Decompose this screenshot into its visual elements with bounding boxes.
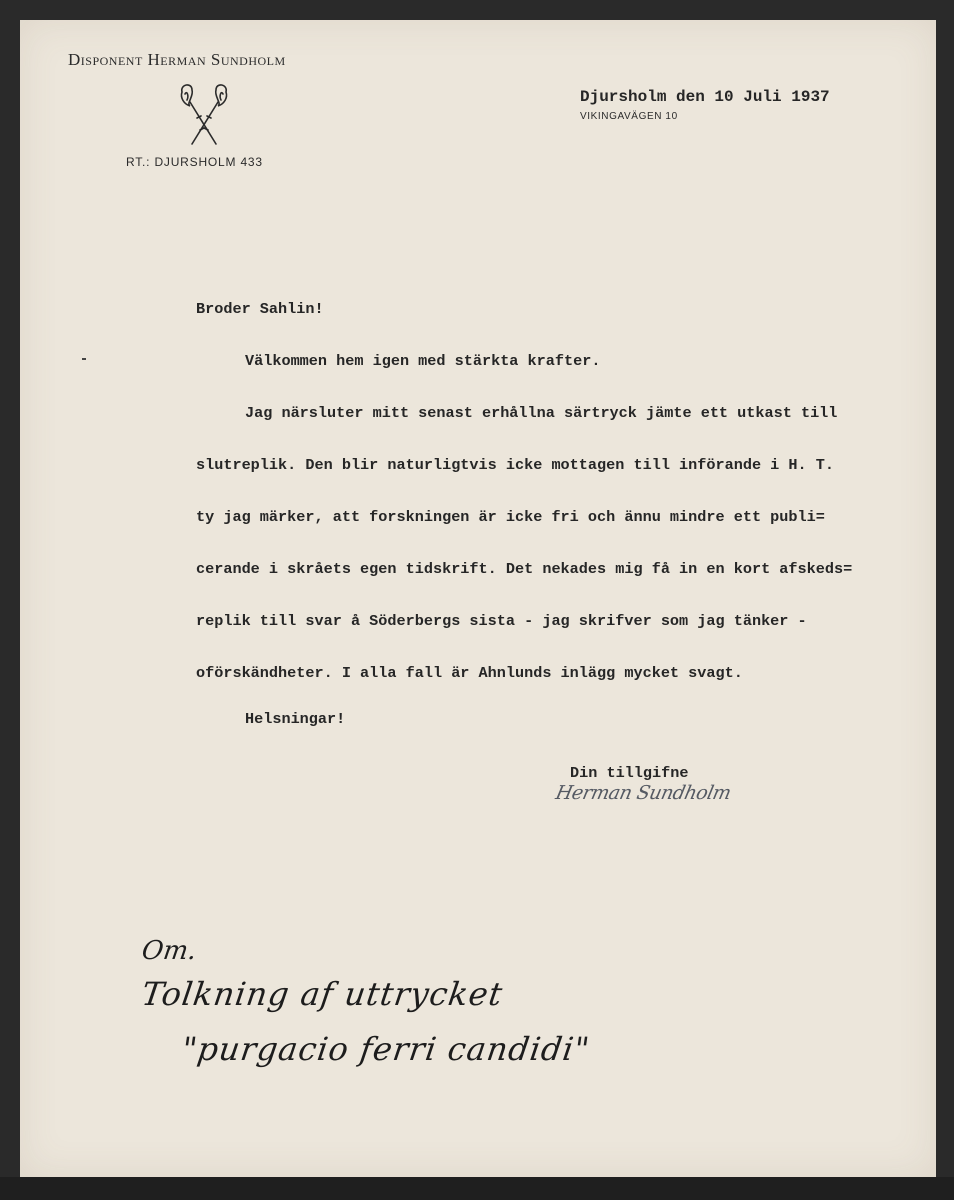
show-through-watermark — [700, 20, 930, 1140]
letter-line-7: oförskändheter. I alla fall är Ahnlunds inlägg mycket svagt. — [196, 664, 743, 682]
closing: Din tillgifne — [570, 764, 689, 782]
handwritten-signature: Herman Sundholm — [553, 782, 733, 804]
salutation: Broder Sahlin! — [196, 300, 324, 318]
letterhead-name: Disponent Herman Sundholm — [68, 50, 286, 69]
margin-mark — [82, 358, 86, 360]
letter-line-4: ty jag märker, att forskningen är icke fri och ännu mindre ett publi= — [196, 508, 825, 526]
letter-line-6: replik till svar å Söderbergs sista - jag skrifver som jag tänker - — [196, 612, 807, 630]
place-and-date: Djursholm den 10 Juli 1937 — [580, 88, 830, 106]
handwritten-note-line-3: "purgacio ferri candidi" — [179, 1030, 593, 1068]
letter-line-2: Jag närsluter mitt senast erhållna särtryck jämte ett utkast till — [245, 404, 838, 422]
handwritten-note-line-1: Om. — [139, 936, 199, 966]
letter-line-3: slutreplik. Den blir naturligtvis icke mottagen till införande i H. T. — [196, 456, 834, 474]
letter-line-5: cerande i skråets egen tidskrift. Det nekades mig få in en kort afskeds= — [196, 560, 853, 578]
handwritten-note-line-2: Tolkning af uttrycket — [139, 975, 506, 1013]
scan-border — [0, 1177, 954, 1200]
letterhead-phone: RT.: DJURSHOLM 433 — [126, 155, 263, 169]
sender-address: VIKINGAVÄGEN 10 — [580, 111, 678, 122]
greeting: Helsningar! — [245, 710, 346, 728]
letter-line-1: Välkommen hem igen med stärkta krafter. — [245, 352, 601, 370]
crossed-torches-emblem — [176, 82, 232, 148]
